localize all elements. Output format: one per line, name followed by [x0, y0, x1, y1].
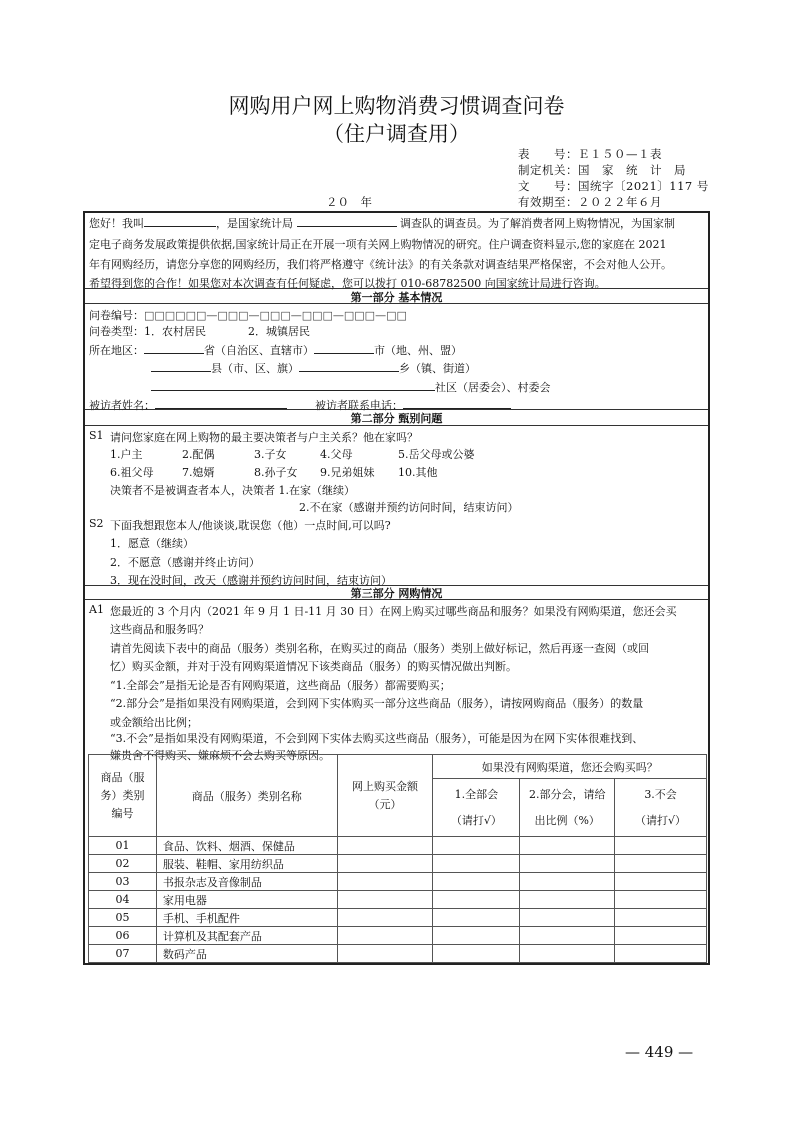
partial-cell[interactable] — [520, 873, 615, 891]
header-amount: 网上购买金额（元） — [337, 755, 433, 837]
s1-option[interactable]: 9.兄弟姐妹 — [320, 466, 375, 479]
s2-option[interactable]: 2．不愿意（感谢并终止访问） — [110, 556, 260, 569]
label: 所在地区： — [89, 344, 144, 357]
s1-option[interactable]: 2.配偶 — [182, 448, 215, 461]
amount-cell[interactable] — [337, 837, 433, 855]
label: （请打√） — [450, 813, 502, 827]
county-field[interactable] — [151, 360, 211, 372]
s1-option[interactable]: 6.祖父母 — [110, 466, 154, 479]
header-all — [433, 779, 520, 837]
city-field[interactable] — [314, 342, 374, 354]
s2-question: 下面我想跟您本人/他谈谈,耽误您（他）一点时间,可以吗? — [110, 519, 391, 532]
category-name: 计算机及其配套产品 — [156, 927, 337, 945]
category-name: 家用电器 — [156, 891, 337, 909]
none-cell[interactable] — [615, 891, 707, 909]
header-would-buy: 如果没有网购渠道，您还会购买吗？ — [433, 755, 707, 779]
province-field[interactable] — [144, 342, 204, 354]
a1-text: 嫌贵舍不得购买、嫌麻烦不会去购买等原因。 — [110, 749, 330, 762]
s1-number: S1 — [89, 429, 104, 442]
intro-text: ，是国家统计局 — [216, 217, 293, 230]
header-category-code: 商品（服务）类别编号 — [89, 755, 157, 837]
label: （请打√） — [635, 813, 687, 827]
label: 被访者姓名： — [89, 399, 155, 412]
s1-option[interactable]: 8.孙子女 — [254, 466, 298, 479]
s2-option[interactable]: 1．愿意（继续） — [110, 537, 194, 550]
a1-number: A1 — [89, 603, 104, 616]
category-name: 服装、鞋帽、家用纺织品 — [156, 855, 337, 873]
intro-line-3: 年有网购经历，请您分享您的网购经历，我们将严格遵守《统计法》的有关条款对调查结果严格保密，不会对他人公开。 — [89, 258, 672, 271]
amount-cell[interactable] — [337, 891, 433, 909]
category-code: 01 — [89, 837, 157, 855]
part2-header: 第二部分 甄别问题 — [350, 412, 443, 425]
table-row — [89, 909, 707, 927]
a1-text: 请首先阅读下表中的商品（服务）类别名称，在购买过的商品（服务）类别上做好标记，然后再逐一查阅（或回 — [110, 642, 649, 655]
document-number: 文 号：国统字〔2021〕117 号 — [518, 179, 709, 193]
a1-text: “2.部分会”是指如果没有网购渠道，会到网下实体购买一部分这些商品（服务），请按网购商品（服务）的数量 — [110, 697, 644, 710]
region-row-3 — [151, 379, 551, 395]
a1-text: 或金额给出比例； — [110, 716, 198, 729]
none-cell[interactable] — [615, 927, 707, 945]
table-row — [89, 837, 707, 855]
partial-cell[interactable] — [520, 909, 615, 927]
table-row — [89, 891, 707, 909]
header-category-name: 商品（服务）类别名称 — [156, 755, 337, 837]
type-option-rural[interactable]: 1．农村居民 — [144, 325, 206, 338]
none-cell[interactable] — [615, 945, 707, 963]
table-row — [89, 873, 707, 891]
a1-text: 您最近的 3 个月内（2021 年 9 月 1 日-11 月 30 日）在网上购买过哪些商品和服务？如果没有网购渠道，您还会买 — [110, 605, 677, 618]
category-code: 04 — [89, 891, 157, 909]
intro-text: 您好！我叫 — [89, 217, 144, 230]
survey-team-field[interactable] — [297, 215, 397, 227]
intro-line-4: 希望得到您的合作！如果您对本次调查有任何疑虑，您可以拨打 010-68782500 向国家统计局进行咨询。 — [89, 277, 606, 290]
label: 县（市、区、旗） — [211, 362, 299, 375]
s1-option[interactable]: 3.子女 — [254, 448, 287, 461]
label: 市（地、州、盟） — [374, 344, 462, 357]
table-row — [89, 945, 707, 963]
label: 1.全部会 — [454, 787, 499, 801]
all-cell[interactable] — [433, 873, 520, 891]
label: 出比例（%） — [534, 813, 600, 827]
partial-cell[interactable] — [520, 945, 615, 963]
none-cell[interactable] — [615, 837, 707, 855]
s1-note-option[interactable]: 1.在家（继续） — [278, 484, 355, 497]
community-field[interactable] — [151, 379, 435, 391]
region-row-2 — [151, 360, 476, 376]
category-code: 05 — [89, 909, 157, 927]
respondent-name-field[interactable] — [155, 397, 287, 409]
category-name: 食品、饮料、烟酒、保健品 — [156, 837, 337, 855]
none-cell[interactable] — [615, 873, 707, 891]
divider — [85, 599, 708, 600]
s1-option[interactable]: 5.岳父母或公婆 — [398, 448, 475, 461]
all-cell[interactable] — [433, 891, 520, 909]
questionnaire-form — [83, 211, 710, 965]
a1-text: “3.不会”是指如果没有网购渠道，不会到网下实体去购买这些商品（服务），可能是因为在网下实体很难找到、 — [110, 732, 644, 745]
amount-cell[interactable] — [337, 927, 433, 945]
none-cell[interactable] — [615, 909, 707, 927]
label: 社区（居委会）、村委会 — [435, 381, 551, 394]
divider — [85, 425, 708, 426]
s1-options-row-2 — [110, 464, 438, 480]
partial-cell[interactable] — [520, 855, 615, 873]
category-code: 03 — [89, 873, 157, 891]
document-title: 网购用户网上购物消费习惯调查问卷 — [228, 94, 565, 118]
amount-cell[interactable] — [337, 873, 433, 891]
table-row — [89, 855, 707, 873]
header-partial — [520, 779, 615, 837]
page-number: — 449 — — [625, 1043, 694, 1061]
form-number: 表 号：Ｅ１５０—１表 — [518, 147, 662, 161]
issuing-agency: 制定机关：国 家 统 计 局 — [518, 163, 686, 177]
region-row-1 — [89, 342, 462, 358]
amount-cell[interactable] — [337, 945, 433, 963]
label: 决策者不是被调查者本人，决策者 — [110, 484, 275, 497]
amount-cell[interactable] — [337, 909, 433, 927]
part1-header: 第一部分 基本情况 — [350, 291, 443, 304]
table-row — [89, 927, 707, 945]
header-none — [615, 779, 707, 837]
purchase-table — [88, 754, 707, 963]
a1-text: 这些商品和服务吗？ — [110, 623, 209, 636]
all-cell[interactable] — [433, 927, 520, 945]
a1-text: “1.全部会”是指无论是否有网购渠道，这些商品（服务）都需要购买； — [110, 679, 451, 692]
intro-text: 调查队的调查员。为了解消费者网上购物情况，为国家制 — [400, 217, 675, 230]
all-cell[interactable] — [433, 855, 520, 873]
questionnaire-number-boxes[interactable]: □□□□□□—□□□—□□□—□□□—□□□—□□ — [144, 309, 407, 322]
label: 3.不会 — [644, 787, 677, 801]
label: 乡（镇、街道） — [399, 362, 476, 375]
s1-option[interactable]: 7.媳婿 — [182, 466, 215, 479]
s1-option[interactable]: 4.父母 — [320, 448, 353, 461]
s1-options-row-1 — [110, 446, 475, 462]
s1-option[interactable]: 10.其他 — [398, 466, 438, 479]
valid-until: 有效期至：２０２２年６月 — [518, 195, 662, 209]
intro-line-2: 定电子商务发展政策提供依据,国家统计局正在开展一项有关网上购物情况的研究。住户调查资料显示,您的家庭在 2021 — [89, 238, 667, 251]
town-field[interactable] — [299, 360, 399, 372]
category-code: 02 — [89, 855, 157, 873]
label: 问卷编号： — [89, 309, 144, 322]
category-code: 06 — [89, 927, 157, 945]
questionnaire-type-row — [89, 323, 310, 339]
partial-cell[interactable] — [520, 891, 615, 909]
all-cell[interactable] — [433, 945, 520, 963]
partial-cell[interactable] — [520, 927, 615, 945]
category-name: 书报杂志及音像制品 — [156, 873, 337, 891]
category-code: 07 — [89, 945, 157, 963]
s2-number: S2 — [89, 517, 104, 530]
category-name: 手机、手机配件 — [156, 909, 337, 927]
partial-cell[interactable] — [520, 837, 615, 855]
intro-line-1 — [89, 215, 675, 231]
type-option-urban[interactable]: 2．城镇居民 — [248, 325, 310, 338]
respondent-phone-field[interactable] — [403, 397, 511, 409]
category-name: 数码产品 — [156, 945, 337, 963]
s2-option[interactable]: 3．现在没时间，改天（感谢并预约访问时间，结束访问） — [110, 574, 392, 587]
a1-text: 忆）购买金额，并对于没有网购渠道情况下该类商品（服务）的购买情况做出判断。 — [110, 660, 517, 673]
part3-header: 第三部分 网购情况 — [350, 587, 443, 600]
interviewer-name-field[interactable] — [144, 215, 216, 227]
questionnaire-number-row — [89, 307, 407, 323]
amount-cell[interactable] — [337, 855, 433, 873]
label: 省（自治区、直辖市） — [204, 344, 314, 357]
divider — [85, 303, 708, 304]
label: 被访者联系电话： — [315, 399, 403, 412]
survey-year: ２０ 年 — [326, 195, 372, 209]
s1-note-option[interactable]: 2.不在家（感谢并预约访问时间，结束访问） — [299, 501, 519, 514]
s1-note — [110, 482, 355, 498]
s1-question: 请问您家庭在网上购物的最主要决策者与户主关系？他在家吗？ — [110, 431, 418, 444]
label: 问卷类型： — [89, 325, 144, 338]
none-cell[interactable] — [615, 855, 707, 873]
label: 2.部分会，请给 — [528, 787, 606, 801]
document-subtitle: （住户调查用） — [323, 122, 470, 146]
all-cell[interactable] — [433, 837, 520, 855]
s1-option[interactable]: 1.户主 — [110, 448, 143, 461]
all-cell[interactable] — [433, 909, 520, 927]
